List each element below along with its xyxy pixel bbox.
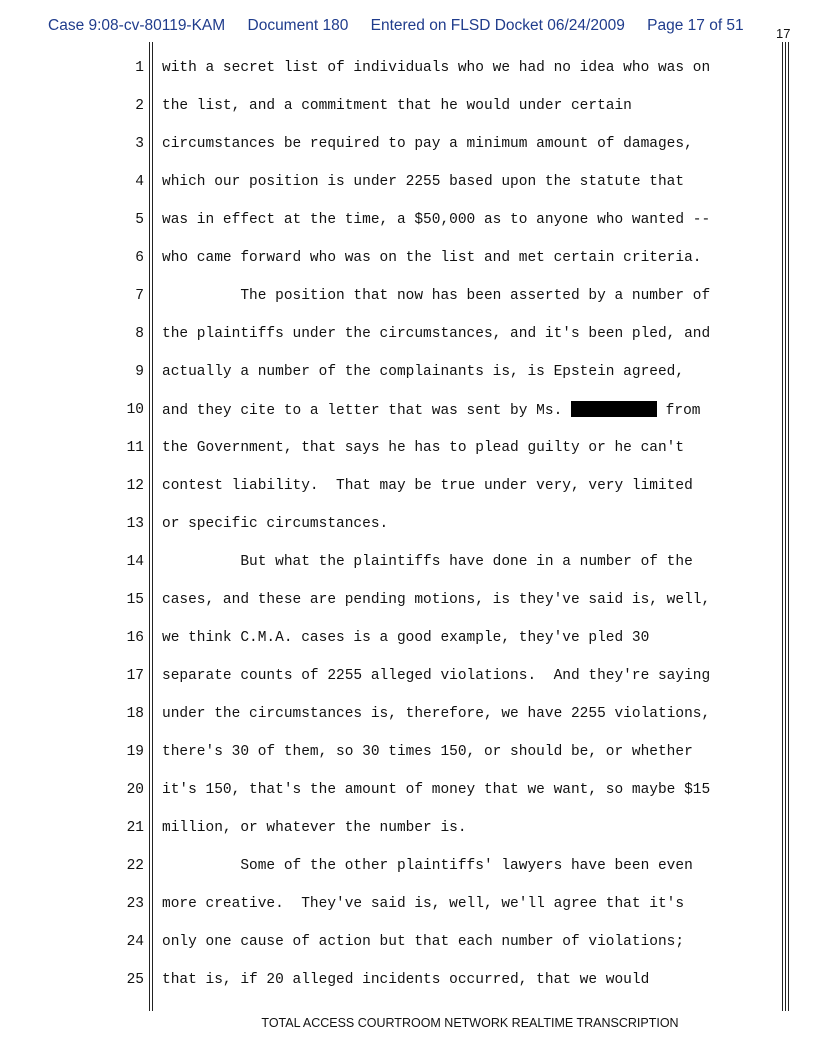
line-text-segment: The position that now has been asserted by a number of <box>162 288 711 304</box>
transcript-line <box>0 515 816 553</box>
line-text <box>162 97 632 115</box>
line-text <box>162 705 710 723</box>
line-text-segment: that is, if 20 alleged incidents occurred, that we would <box>162 972 650 988</box>
line-text <box>162 477 693 495</box>
line-text <box>162 325 710 343</box>
line-text <box>162 249 702 267</box>
transcript-line <box>0 97 816 135</box>
transcript-line <box>0 553 816 591</box>
transcript-line <box>0 325 816 363</box>
transcript-line <box>0 971 816 1009</box>
line-text <box>162 515 388 533</box>
line-number: 15 <box>126 592 144 608</box>
line-text <box>162 287 710 305</box>
line-text <box>162 211 710 229</box>
transcript-body <box>0 59 816 1009</box>
line-number: 24 <box>126 934 144 950</box>
line-number: 8 <box>135 326 144 342</box>
line-number: 12 <box>126 478 144 494</box>
line-text-segment: and they cite to a letter that was sent by Ms. <box>162 403 571 419</box>
line-text-segment: was in effect at the time, a $50,000 as to anyone who wanted -- <box>162 212 711 228</box>
line-text-segment: cases, and these are pending motions, is they've said is, well, <box>162 592 711 608</box>
transcript-line <box>0 629 816 667</box>
transcript-line <box>0 173 816 211</box>
page-of-count: Page 17 of 51 <box>647 17 744 34</box>
line-number: 14 <box>126 554 144 570</box>
line-number: 17 <box>126 668 144 684</box>
line-number: 16 <box>126 630 144 646</box>
line-text-segment: with a secret list of individuals who we had no idea who was on <box>162 60 711 76</box>
line-number: 18 <box>126 706 144 722</box>
transcript-line <box>0 781 816 819</box>
line-text-segment: it's 150, that's the amount of money that we want, so maybe $15 <box>162 782 711 798</box>
line-text <box>162 591 710 609</box>
line-text <box>162 363 684 381</box>
transcript-line <box>0 249 816 287</box>
line-text <box>162 173 684 191</box>
line-text-segment: circumstances be required to pay a minimum amount of damages, <box>162 136 693 152</box>
transcript-line <box>0 895 816 933</box>
line-text-segment: under the circumstances is, therefore, we have 2255 violations, <box>162 706 711 722</box>
line-text-segment: Some of the other plaintiffs' lawyers have been even <box>162 858 693 874</box>
line-number: 22 <box>126 858 144 874</box>
transcript-line <box>0 477 816 515</box>
transcript-line <box>0 705 816 743</box>
line-number: 7 <box>135 288 144 304</box>
line-text <box>162 135 693 153</box>
line-number: 5 <box>135 212 144 228</box>
line-text-segment: But what the plaintiffs have done in a number of the <box>162 554 693 570</box>
line-text-segment: only one cause of action but that each number of violations; <box>162 934 685 950</box>
transcript-line <box>0 819 816 857</box>
line-number: 23 <box>126 896 144 912</box>
line-number: 20 <box>126 782 144 798</box>
line-text <box>162 819 467 837</box>
transcript-line <box>0 667 816 705</box>
case-number: Case 9:08-cv-80119-KAM <box>48 17 226 34</box>
line-text <box>162 857 693 875</box>
line-text-segment: there's 30 of them, so 30 times 150, or should be, or whether <box>162 744 693 760</box>
line-number: 9 <box>135 364 144 380</box>
line-number: 21 <box>126 820 144 836</box>
transcript-line <box>0 135 816 173</box>
line-text <box>162 667 710 685</box>
line-number: 3 <box>135 136 144 152</box>
transcript-line <box>0 59 816 97</box>
line-text-segment: actually a number of the complainants is, is Epstein agreed, <box>162 364 685 380</box>
transcript-line <box>0 401 816 439</box>
line-text-segment: from <box>656 403 701 419</box>
line-text <box>162 971 649 989</box>
line-text-segment: separate counts of 2255 alleged violations. And they're saying <box>162 668 711 684</box>
line-text-segment: million, or whatever the number is. <box>162 820 467 836</box>
transcript-line <box>0 287 816 325</box>
line-text <box>162 59 710 77</box>
line-number: 1 <box>135 60 144 76</box>
line-text <box>162 781 710 799</box>
line-text <box>162 743 693 761</box>
line-text-segment: more creative. They've said is, well, we'll agree that it's <box>162 896 685 912</box>
line-number: 11 <box>126 440 144 456</box>
line-number: 6 <box>135 250 144 266</box>
transcript-line <box>0 743 816 781</box>
line-text-segment: who came forward who was on the list and met certain criteria. <box>162 250 702 266</box>
line-number: 2 <box>135 98 144 114</box>
line-number: 25 <box>126 972 144 988</box>
line-text-segment: contest liability. That may be true under very, very limited <box>162 478 693 494</box>
line-text <box>162 401 700 420</box>
line-text-segment: the Government, that says he has to plead guilty or he can't <box>162 440 685 456</box>
redaction-block <box>571 401 657 417</box>
transcript-line <box>0 933 816 971</box>
docket-entry-date: Entered on FLSD Docket 06/24/2009 <box>370 17 625 34</box>
line-text <box>162 439 684 457</box>
line-number: 13 <box>126 516 144 532</box>
line-text <box>162 553 693 571</box>
line-text-segment: or specific circumstances. <box>162 516 389 532</box>
docket-header <box>48 17 744 35</box>
page-number: 17 <box>776 26 791 41</box>
transcript-line <box>0 591 816 629</box>
line-text-segment: the plaintiffs under the circumstances, and it's been pled, and <box>162 326 711 342</box>
line-number: 4 <box>135 174 144 190</box>
line-text <box>162 629 649 647</box>
line-text-segment: we think C.M.A. cases is a good example, they've pled 30 <box>162 630 650 646</box>
transcript-footer: TOTAL ACCESS COURTROOM NETWORK REALTIME TRANSCRIPTION <box>261 1016 679 1030</box>
line-number: 19 <box>126 744 144 760</box>
transcript-line <box>0 857 816 895</box>
line-text-segment: the list, and a commitment that he would under certain <box>162 98 632 114</box>
transcript-line <box>0 439 816 477</box>
line-number: 10 <box>126 402 144 418</box>
line-text <box>162 933 684 951</box>
line-text-segment: which our position is under 2255 based upon the statute that <box>162 174 685 190</box>
transcript-line <box>0 211 816 249</box>
line-text <box>162 895 684 913</box>
document-number: Document 180 <box>247 17 349 34</box>
transcript-line <box>0 363 816 401</box>
